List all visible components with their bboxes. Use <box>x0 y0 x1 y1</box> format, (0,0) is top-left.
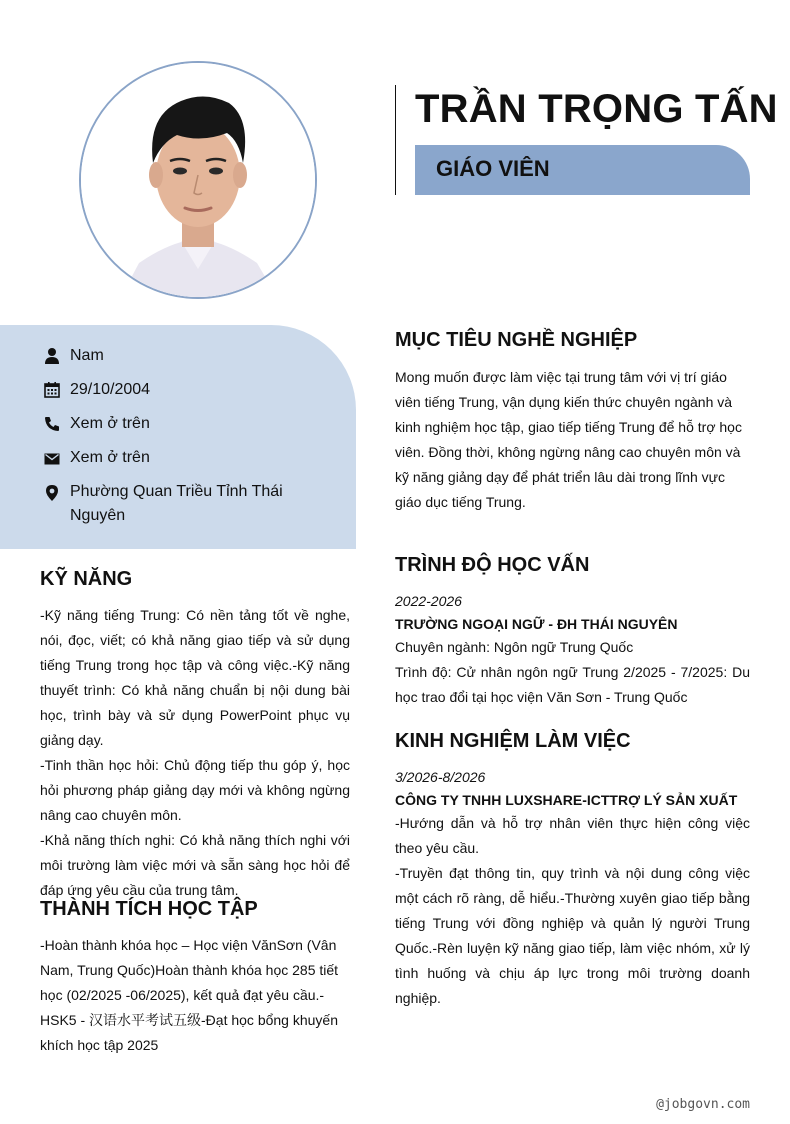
experience-company: CÔNG TY TNHH LUXSHARE-ICTTRỢ LÝ SẢN XUẤT <box>395 792 738 808</box>
contact-phone: Xem ở trên <box>70 415 150 432</box>
education-detail: Trình độ: Cử nhân ngôn ngữ Trung 2/2025 - 7/2025: Du học trao đổi tại học viện Văn Sơn - Trung Quốc <box>395 664 750 705</box>
full-name: TRẦN TRỌNG TẤN <box>415 87 778 131</box>
experience-text: -Hướng dẫn và hỗ trợ nhân viên thực hiện công việc theo yêu cầu. -Truyền đạt thông tin, quy trình và nội dung công việc một cách rõ ràng, dễ hiểu.-Thường xuyên giao tiếp bằng tiếng Trung với đồng nghiệp và quản lý người Trung Quốc.-Rèn luyện kỹ năng giao tiếp, làm việc nhóm, xử lý tình huống và chịu áp lực trong môi trường doanh nghiệp. <box>395 815 750 1006</box>
profile-photo <box>79 61 317 299</box>
achievements-heading: THÀNH TÍCH HỌC TẬP <box>40 898 258 920</box>
education-period: 2022-2026 <box>395 593 462 609</box>
job-title: GIÁO VIÊN <box>436 156 550 181</box>
phone-icon <box>43 415 61 433</box>
calendar-icon <box>43 381 61 399</box>
portrait-illustration <box>81 63 315 297</box>
education-major: Chuyên ngành: Ngôn ngữ Trung Quốc <box>395 639 634 655</box>
achievements-text: -Hoàn thành khóa học – Học viện VănSơn (Vân Nam, Trung Quốc)Hoàn thành khóa học 285 tiết học (02/2025 -06/2025), kết quả đạt yêu cầu.-HSK5 - 汉语水平考试五级-Đạt học bổng khuyến khích học tập 2025 <box>40 937 339 1053</box>
footer-credit: @jobgovn.com <box>656 1097 750 1112</box>
contact-birthday: 29/10/2004 <box>70 381 151 398</box>
experience-period: 3/2026-8/2026 <box>395 769 486 785</box>
skills-heading: KỸ NĂNG <box>40 568 133 590</box>
email-icon <box>43 450 61 468</box>
education-heading: TRÌNH ĐỘ HỌC VẤN <box>395 554 590 576</box>
contact-email: Xem ở trên <box>70 449 150 466</box>
skills-text: -Kỹ năng tiếng Trung: Có nền tảng tốt về nghe, nói, đọc, viết; có khả năng giao tiếp và sử dụng tiếng Trung trong học tập và công việc.-Kỹ năng thuyết trình: Có khả năng chuẩn bị nội dung bài học, trình bày và sử dụng PowerPoint phục vụ giảng dạy. -Tinh thần học hỏi: Chủ động tiếp thu góp ý, học hỏi phương pháp giảng dạy mới và không ngừng nâng cao chuyên môn. -Khả năng thích nghi: Có khả năng thích nghi với môi trường làm việc mới và sẵn sàng học hỏi để đáp ứng yêu cầu của trung tâm. <box>40 607 350 898</box>
objective-heading: MỤC TIÊU NGHỀ NGHIỆP <box>395 329 638 351</box>
contact-gender: Nam <box>70 347 104 364</box>
education-school: TRƯỜNG NGOẠI NGỮ - ĐH THÁI NGUYÊN <box>395 616 678 632</box>
experience-heading: KINH NGHIỆM LÀM VIỆC <box>395 730 631 752</box>
location-pin-icon <box>43 484 61 502</box>
contact-address: Phường Quan Triều Tỉnh Thái Nguyên <box>70 483 283 524</box>
objective-text: Mong muốn được làm việc tại trung tâm với vị trí giáo viên tiếng Trung, vận dụng kiến thức chuyên ngành và kinh nghiệm học tập, giao tiếp tiếng Trung để hỗ trợ học viên. Đồng thời, không ngừng nâng cao chuyên môn và kỹ năng giảng dạy để phát triển lâu dài trong lĩnh vực giáo dục tiếng Trung. <box>395 369 742 510</box>
header-divider <box>395 85 396 195</box>
person-icon <box>43 347 61 365</box>
